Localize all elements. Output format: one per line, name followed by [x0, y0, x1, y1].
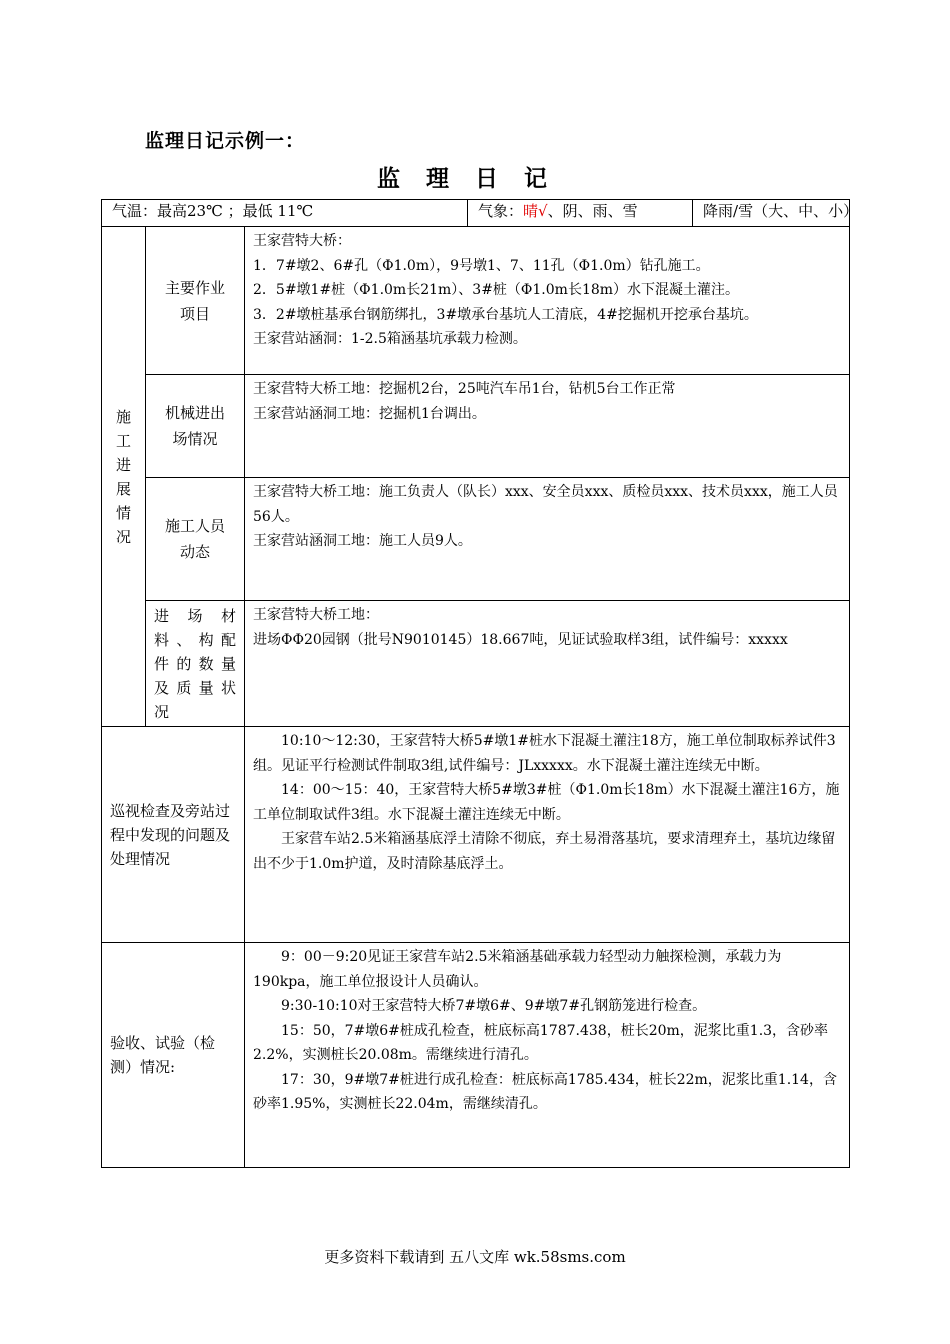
materials-row [102, 601, 850, 727]
temperature-text: 气温：最高23℃ ；最低 11℃ [112, 202, 314, 220]
acceptance-label: 验收、试验（检测）情况: [102, 943, 245, 1168]
machinery-label: 机械进出 场情况 [146, 375, 245, 478]
acceptance-content: 9：00－9:20见证王家营车站2.5米箱涵基础承载力轻型动力触探检测，承载力为190kpa，施工单位报设计人员确认。 9:30-10:10对王家营特大桥7#墩6#、9#墩7#孔钢筋笼进行检查。 15：50，7#墩6#桩成孔检查，桩底标高1787.438，桩长20m，泥浆比重1.3，含砂率2.2%，实测桩长20.08m。需继续进行清孔。 17：30，9#墩7#桩进行成孔检查：桩底标高1785.434，桩长22m，泥浆比重1.14，含砂率1.95%，实测桩长22.04m，需继续清孔。 [245, 943, 850, 1168]
climate-cell [468, 200, 693, 227]
inspection-row [102, 727, 850, 943]
footer-text: 更多资料下载请到 五八文库 wk.58sms.com [324, 1248, 626, 1266]
materials-label: 进场材 料、构配 件的数量 及质量状 况 [146, 601, 245, 727]
document-heading: 监理日记示例一： [145, 130, 306, 152]
machinery-content: 王家营特大桥工地：挖掘机2台，25吨汽车吊1台，钻机5台工作正常 王家营站涵洞工地：挖掘机1台调出。 [245, 375, 850, 478]
weather-row [102, 200, 850, 227]
materials-content: 王家营特大桥工地： 进场ΦΦ20园钢（批号N9010145）18.667吨，见证试验取样3组，试件编号：xxxxx [245, 601, 850, 727]
precipitation-text: 降雨/雪（大、中、小） [703, 202, 859, 220]
precipitation-cell [693, 200, 859, 227]
machinery-row [102, 375, 850, 478]
diary-table [101, 199, 859, 1168]
personnel-content: 王家营特大桥工地：施工负责人（队长）xxx、安全员xxx、质检员xxx、技术员xxx，施工人员56人。 王家营站涵洞工地：施工人员9人。 [245, 478, 850, 601]
personnel-row [102, 478, 850, 601]
main-work-label: 主要作业 项目 [146, 227, 245, 375]
document-title: 监理日记 [377, 166, 573, 192]
acceptance-row [102, 943, 850, 1168]
temperature-cell [102, 200, 468, 227]
inspection-label: 巡视检查及旁站过程中发现的问题及处理情况 [102, 727, 245, 943]
climate-options: 、阴、雨、雪 [547, 202, 638, 220]
inspection-content: 10:10～12:30，王家营特大桥5#墩1#桩水下混凝土灌注18方，施工单位制取标养试件3组。见证平行检测试件制取3组,试件编号：JLxxxxx。水下混凝土灌注连续无中断。 14：00～15：40，王家营特大桥5#墩3#桩（Φ1.0m长18m）水下混凝土灌注16方，施工单位制取试件3组。水下混凝土灌注连续无中断。 王家营车站2.5米箱涵基底浮土清除不彻底，弃土易滑落基坑，要求清理弃土，基坑边缘留出不少于1.0m护道，及时清除基底浮土。 [245, 727, 850, 943]
main-work-content: 王家营特大桥： 1．7#墩2、6#孔（Φ1.0m），9号墩1、7、11孔（Φ1.0m）钻孔施工。 2．5#墩1#桩（Φ1.0m长21m）、3#桩（Φ1.0m长18m）水下混凝土灌注。 3．2#墩桩基承台钢筋绑扎，3#墩承台基坑人工清底，4#挖掘机开挖承台基坑。 王家营站涵洞：1-2.5箱涵基坑承载力检测。 [245, 227, 850, 375]
progress-section-label: 施 工 进 展 情 况 [102, 227, 146, 727]
main-work-row [102, 227, 850, 375]
personnel-label: 施工人员 动态 [146, 478, 245, 601]
climate-prefix: 气象： [478, 202, 524, 220]
climate-selected: 晴√ [523, 202, 548, 220]
